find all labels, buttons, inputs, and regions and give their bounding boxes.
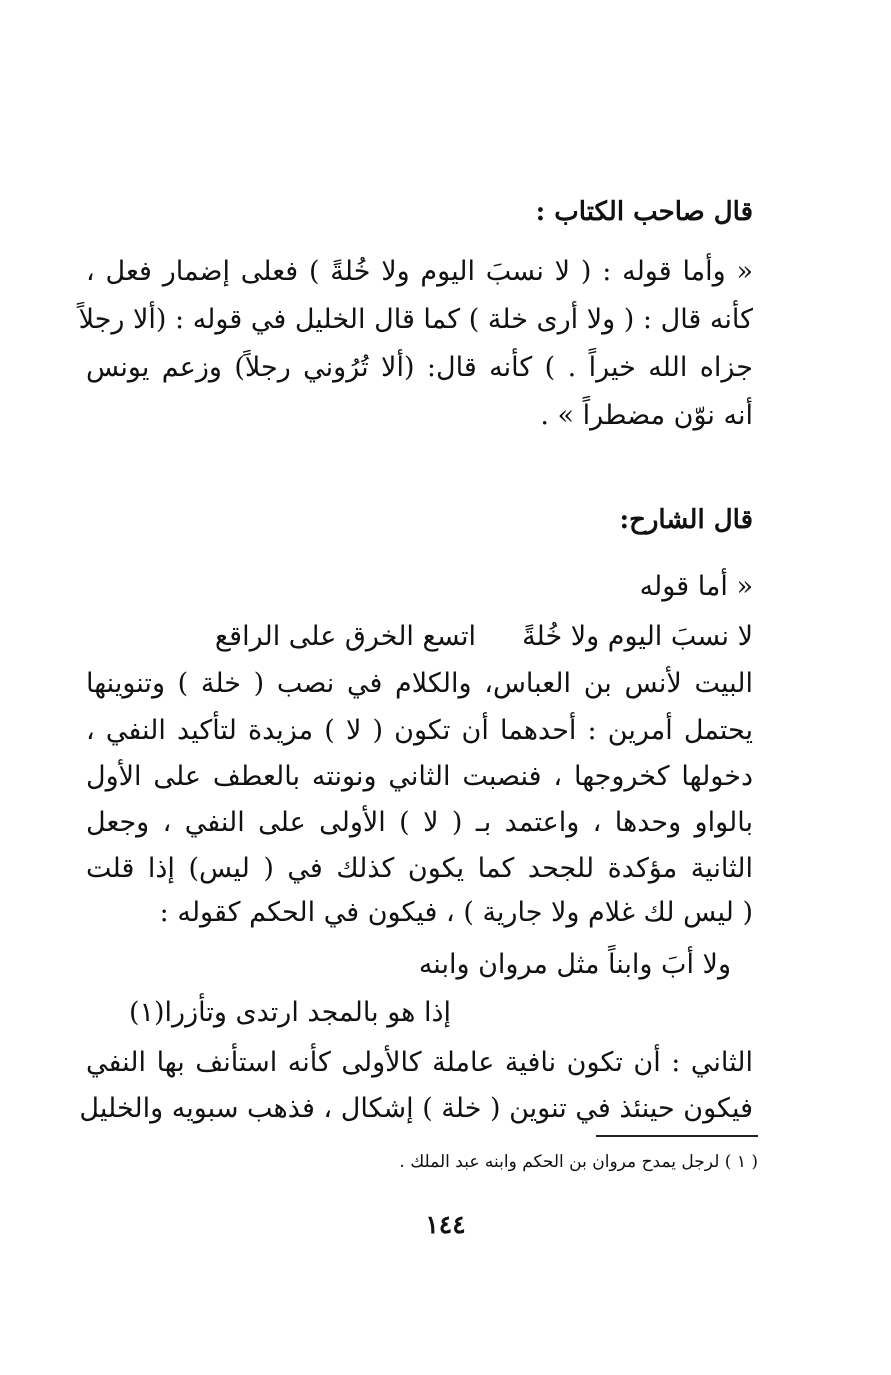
text-line: البيت لأنس بن العباس، والكلام في نصب ( خلة ) وتنوينها	[86, 668, 753, 699]
footnote-divider	[596, 1135, 758, 1137]
text-line: فيكون حينئذ في تنوين ( خلة ) إشكال ، فذهب سبويه والخليل	[79, 1093, 753, 1124]
section-heading-author: قال صاحب الكتاب :	[535, 197, 753, 227]
verse-second-hemistich: إذا هو بالمجد ارتدى وتأزرا(١)	[128, 997, 451, 1028]
text-line: كأنه قال : ( ولا أرى خلة ) كما قال الخليل في قوله : (ألا رجلاً	[78, 304, 753, 335]
text-line: أنه نوّن مضطراً » .	[540, 400, 753, 431]
quote-intro: « أما قوله	[639, 571, 753, 602]
footnote: ( ١ ) لرجل يمدح مروان بن الحكم وابنه عبد الملك .	[399, 1152, 758, 1172]
text-line: بالواو وحدها ، واعتمد بـ ( لا ) الأولى على النفي ، وجعل	[86, 807, 753, 838]
text-line: دخولها كخروجها ، فنصبت الثاني ونونته بالعطف على الأول	[86, 761, 753, 792]
text-line: ( ليس لك غلام ولا جارية ) ، فيكون في الحكم كقوله :	[159, 897, 753, 928]
text-line: « وأما قوله : ( لا نسبَ اليوم ولا خُلةً ) فعلى إضمار فعل ،	[86, 256, 753, 287]
text-line: يحتمل أمرين : أحدهما أن تكون ( لا ) مزيدة لتأكيد النفي ،	[86, 715, 753, 746]
text-line: الثانية مؤكدة للجحد كما يكون كذلك في ( ليس) إذا قلت	[86, 853, 753, 884]
verse-second-hemistich: اتسع الخرق على الراقع	[214, 621, 476, 652]
page-number: ١٤٤	[425, 1210, 466, 1239]
text-line: الثاني : أن تكون نافية عاملة كالأولى كأنه استأنف بها النفي	[86, 1047, 753, 1078]
verse-first-hemistich: لا نسبَ اليوم ولا خُلةً	[522, 621, 753, 652]
section-heading-commentator: قال الشارح:	[619, 505, 753, 535]
verse-first-hemistich: ولا أبَ وابناً مثل مروان وابنه	[418, 949, 731, 980]
text-line: جزاه الله خيراً . ) كأنه قال: (ألا تُرُوني رجلاً) وزعم يونس	[86, 352, 753, 383]
